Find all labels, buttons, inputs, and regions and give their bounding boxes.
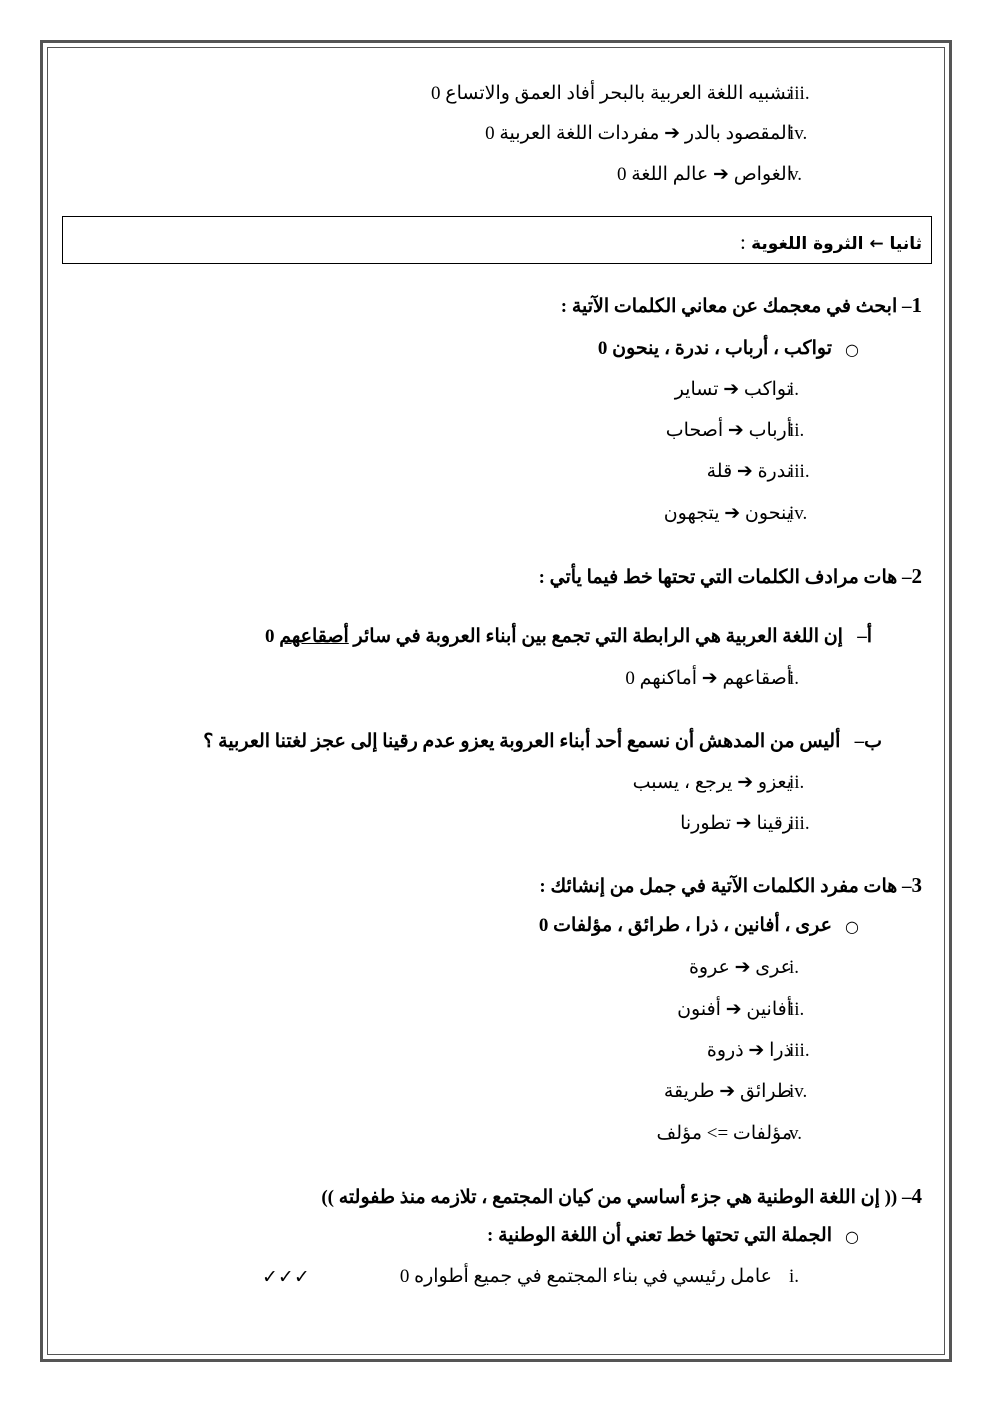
q2-b-answer-marker: ii. [789,772,805,793]
q2-dash: – [902,567,912,588]
q1-heading [561,292,922,320]
q3-answer: عرى ➔ عروة [688,957,792,978]
q2-a-underlined-word: أصقاعهم [279,626,349,647]
q2-b-answer: رقينا ➔ تطورنا [680,813,792,834]
q3-answer-marker: v. [789,1123,803,1144]
q4-number: 4 [911,1184,922,1208]
intro-item-marker: v. [789,164,803,185]
q1-answer-marker: iii. [789,461,810,482]
q1-bullet: ○ [845,340,859,359]
q3-bullet: ○ [845,917,859,936]
q3-answer: ذرا ➔ ذروة [706,1040,792,1061]
q4-bullet: ○ [845,1227,859,1246]
q1-answer: ندرة ➔ قلة [706,461,792,482]
q3-answer-marker: ii. [789,999,805,1020]
q1-answer-marker: iv. [789,503,808,524]
q1-answer: ينحون ➔ يتجهون [663,503,792,524]
q1-prompt: ابحث في معجمك عن معاني الكلمات الآتية : [560,296,898,317]
q3-prompt: هات مفرد الكلمات الآتية في جمل من إنشائك : [539,876,898,897]
q3-answer: طرائق ➔ طريقة [663,1081,792,1102]
check-marks: ✓✓✓ [262,1266,310,1288]
q2-a-label: أ– [857,626,872,647]
q3-heading [539,872,922,900]
q1-answer: تواكب ➔ تساير [674,379,792,400]
q3-number: 3 [911,873,922,897]
q1-answer-marker: ii. [789,420,805,441]
q3-answer: مؤلفات => مؤلف [656,1123,792,1144]
q2-heading [539,563,922,591]
q3-answer-marker: iv. [789,1081,808,1102]
q1-answer-marker: i. [789,379,800,400]
section-heading-title [740,229,922,257]
q2-prompt: هات مرادف الكلمات التي تحتها خط فيما يأتي : [538,567,898,588]
intro-item-text: المقصود بالدر ➔ مفردات اللغة العربية 0 [485,123,792,144]
q3-answer-marker: i. [789,957,800,978]
q4-dash: – [902,1187,912,1208]
q2-b-sentence: أليس من المدهش أن نسمع أحد أبناء العروبة يعزو عدم رقينا إلى عجز لغتنا العربية ؟ [203,731,841,752]
q3-answer: أفانين ➔ أفنون [677,999,792,1020]
q3-dash: – [902,876,912,897]
q1-words: تواكب ، أرباب ، ندرة ، ينحون 0 [597,338,832,359]
intro-item-text: تشبيه اللغة العربية بالبحر أفاد العمق والاتساع 0 [431,83,792,104]
q4-quote: (( إن اللغة الوطنية هي جزء أساسي من كيان المجتمع ، تلازمه منذ طفولته )) [321,1187,898,1208]
q3-words: عرى ، أفانين ، ذرا ، طرائق ، مؤلفات 0 [538,915,832,936]
q2-a-answer-marker: i. [789,668,800,689]
q4-prompt: الجملة التي تحتها خط تعني أن اللغة الوطنية : [487,1225,832,1246]
q3-answer-marker: iii. [789,1040,810,1061]
q2-b-answer: يعزو ➔ يرجع ، يسبب [632,772,792,793]
q2-b-answer-marker: iii. [789,813,810,834]
q2-a-end: 0 [264,626,275,647]
q4-heading [321,1183,922,1211]
q1-dash: – [902,296,912,317]
section-title-colon: : [740,230,746,254]
intro-item-text: الغواص ➔ عالم اللغة 0 [617,164,792,185]
section-title-text: ثانيا ← الثروة اللغوية [751,234,922,254]
q2-a-answer: أصقاعهم ➔ أماكنهم 0 [625,668,792,689]
q2-a-sentence: إن اللغة العربية هي الرابطة التي تجمع بين أبناء العروبة في سائر [353,626,843,647]
q2-number: 2 [911,564,922,588]
q4-answer-marker: i. [789,1266,800,1287]
intro-item-marker: iv. [789,123,808,144]
q1-answer: أرباب ➔ أصحاب [665,420,792,441]
q1-number: 1 [911,293,922,317]
intro-item-marker: iii. [789,83,810,104]
q2-a-sentence-line [265,624,872,650]
q4-answer: عامل رئيسي في بناء المجتمع في جميع أطواره 0 [399,1266,772,1287]
q2-b-sentence-line [203,729,882,755]
q2-b-label: ب– [854,731,882,752]
